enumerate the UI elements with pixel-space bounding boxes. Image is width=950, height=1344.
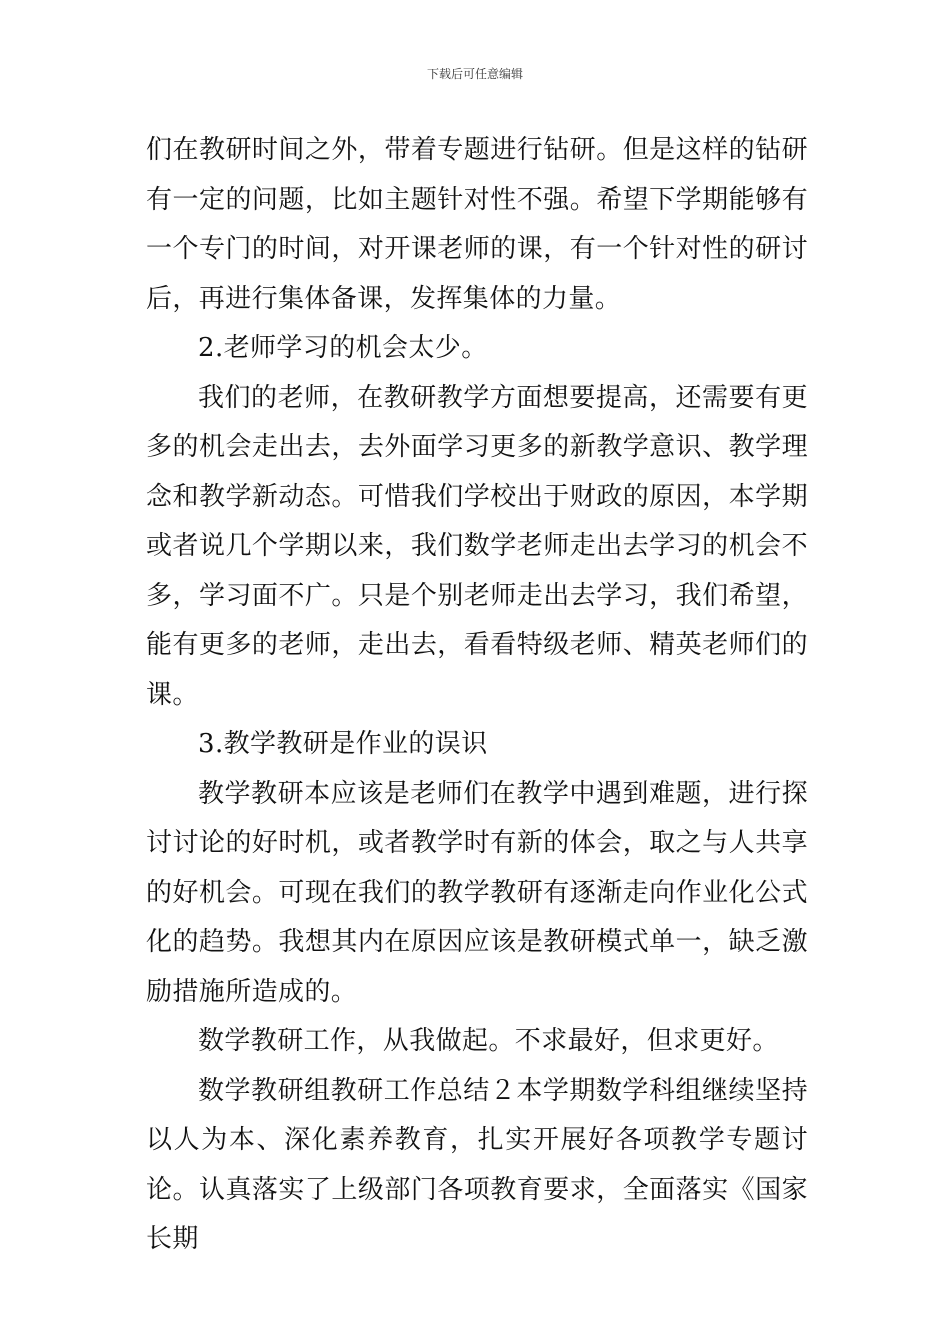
- section-heading-2: 2.老师学习的机会太少。: [198, 333, 488, 363]
- paragraph: 教学教研本应该是老师们在教学中遇到难题，进行探讨讨论的好时机，或者教学时有新的体会，取之与人共享的好机会。可现在我们的教学教研有逐渐走向作业化公式化的趋势。我想其内在原因应该是教研模式单一，缺乏激励措施所造成的。: [146, 778, 808, 1007]
- section-heading-3: 3.教学教研是作业的误识: [198, 729, 488, 759]
- paragraph: 数学教研工作，从我做起。不求最好，但求更好。: [198, 1026, 779, 1056]
- document-body: [146, 126, 808, 1265]
- page-header: 下载后可任意编辑: [426, 67, 523, 81]
- paragraph: 数学教研组教研工作总结２本学期数学科组继续坚持以人为本、深化素养教育，扎实开展好各项教学专题讨论。认真落实了上级部门各项教育要求，全面落实《国家长期: [146, 1075, 808, 1254]
- paragraph-continuation: 们在教研时间之外，带着专题进行钻研。但是这样的钻研有一定的问题，比如主题针对性不强。希望下学期能够有一个专门的时间，对开课老师的课，有一个针对性的研讨后，再进行集体备课，发挥集体的力量。: [146, 135, 808, 314]
- paragraph: 我们的老师，在教研教学方面想要提高，还需要有更多的机会走出去，去外面学习更多的新教学意识、教学理念和教学新动态。可惜我们学校出于财政的原因，本学期或者说几个学期以来，我们数学老师走出去学习的机会不多，学习面不广。只是个别老师走出去学习，我们希望，能有更多的老师，走出去，看看特级老师、精英老师们的课。: [146, 382, 808, 710]
